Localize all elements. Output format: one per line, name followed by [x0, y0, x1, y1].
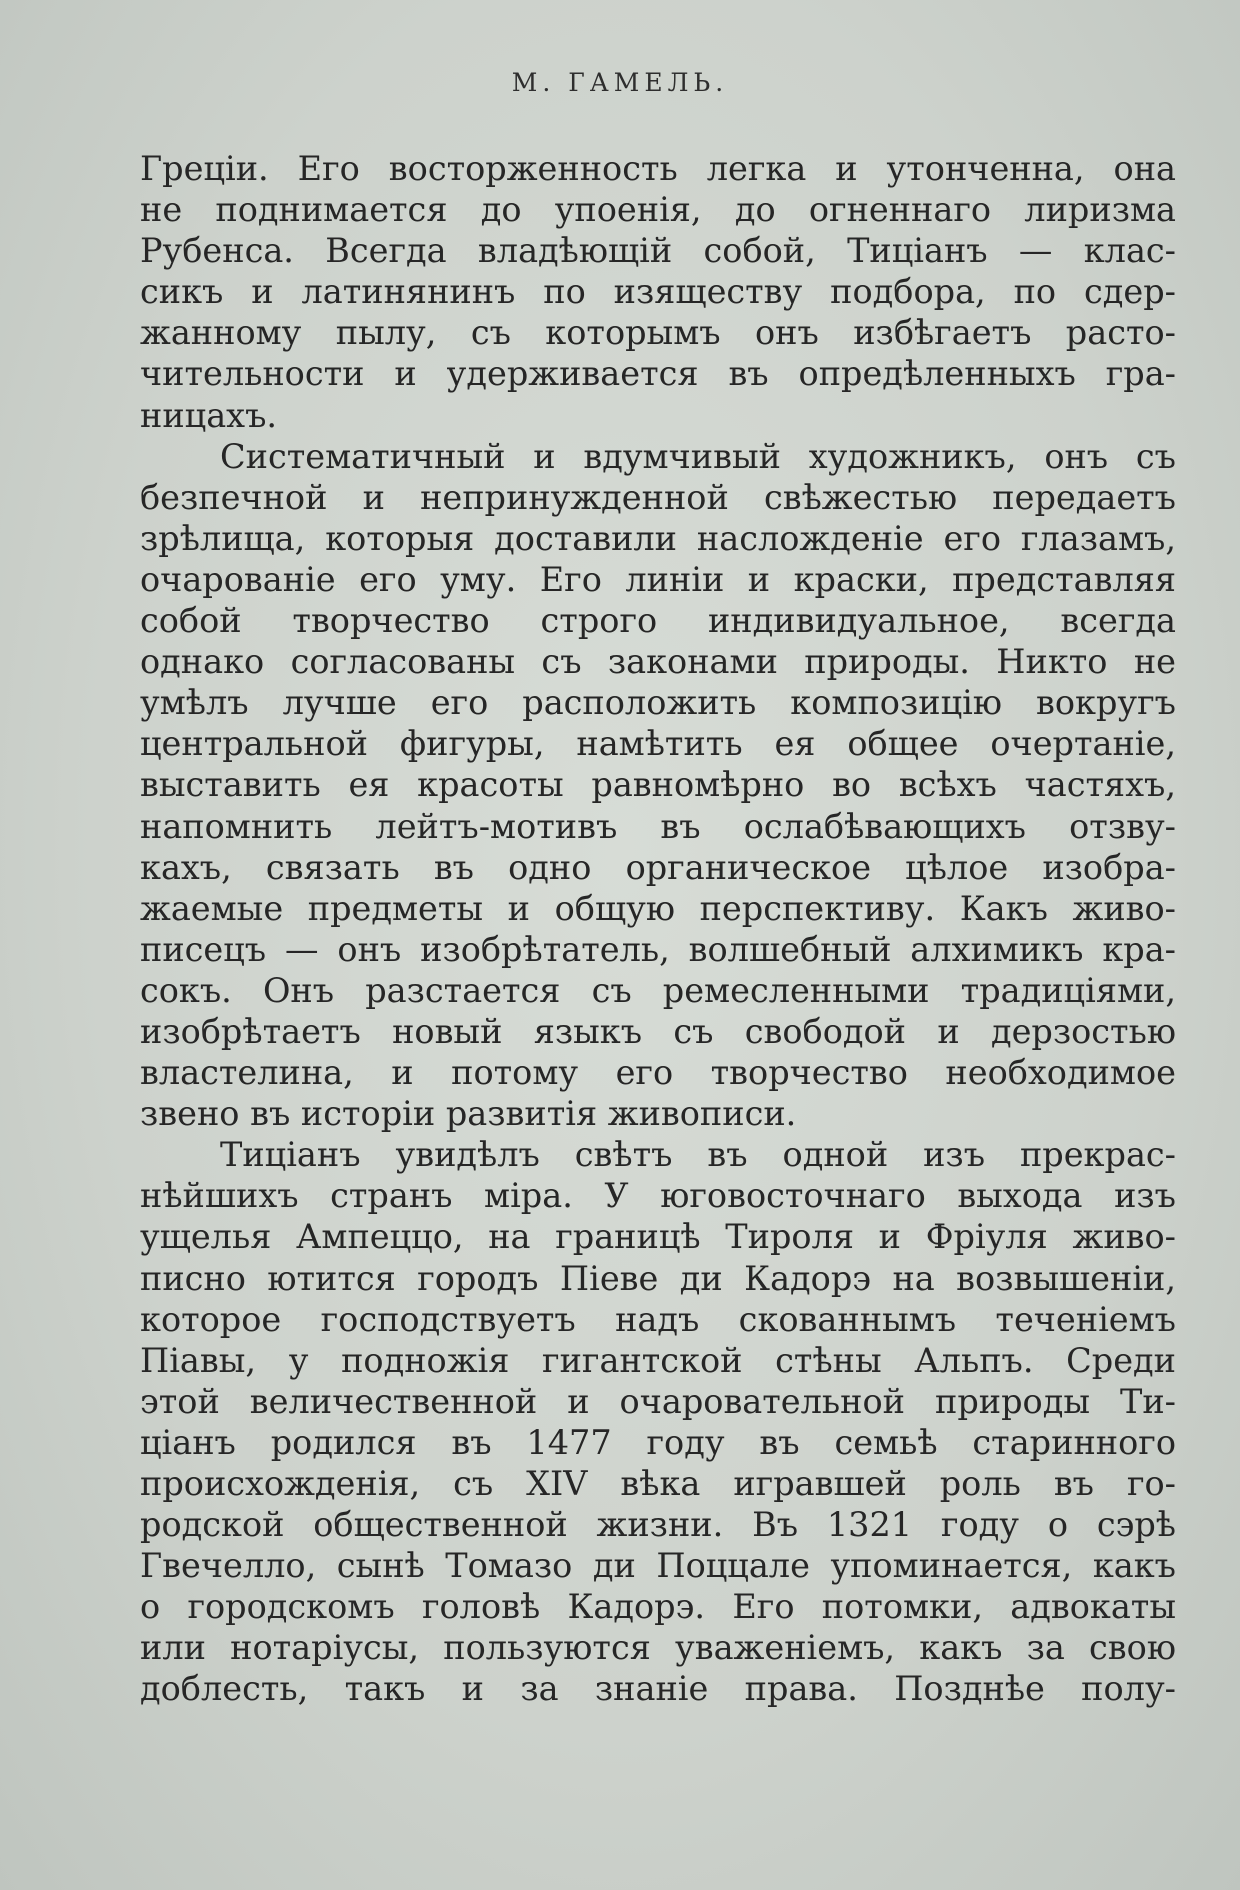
paragraph-3: [140, 1134, 1176, 1709]
paragraph-2: [140, 436, 1176, 1135]
text-line: доблесть, такъ и за знаніе права. Позднѣе полу-: [140, 1669, 1176, 1709]
text-line: Тиціанъ увидѣлъ свѣтъ въ одной изъ прекрас-: [220, 1135, 1176, 1175]
text-line: писно ютится городъ Піеве ди Кадорэ на возвышеніи,: [140, 1258, 1176, 1298]
text-line: центральной фигуры, намѣтить ея общее очертаніе,: [140, 724, 1176, 764]
text-line: о городскомъ головѣ Кадорэ. Его потомки, адвокаты: [140, 1587, 1176, 1627]
text-line: жанному пылу, съ которымъ онъ избѣгаетъ расто-: [140, 313, 1176, 353]
text-line: Піавы, у подножія гигантской стѣны Альпъ. Среди: [140, 1340, 1176, 1380]
text-line: очарованіе его уму. Его линіи и краски, представляя: [140, 559, 1176, 599]
text-line: умѣлъ лучше его расположить композицію вокругъ: [140, 683, 1176, 723]
text-line: Систематичный и вдумчивый художникъ, онъ съ: [220, 436, 1176, 476]
running-head: М. ГАМЕЛЬ.: [511, 68, 729, 97]
text-line: не поднимается до упоенія, до огненнаго лиризма: [140, 190, 1176, 230]
text-line: властелина, и потому его творчество необходимое: [140, 1053, 1176, 1093]
text-line: Рубенса. Всегда владѣющій собой, Тиціанъ — клас-: [140, 231, 1176, 271]
text-line: жаемые предметы и общую перспективу. Какъ живо-: [140, 888, 1176, 928]
text-line: Гвечелло, сынѣ Томазо ди Поццале упоминается, какъ: [140, 1546, 1176, 1586]
text-line: безпечной и непринужденной свѣжестью передаетъ: [140, 477, 1176, 517]
text-line: напомнить лейтъ-мотивъ въ ослабѣвающихъ отзву-: [140, 806, 1176, 846]
text-line: однако согласованы съ законами природы. Никто не: [140, 642, 1176, 682]
text-line: ницахъ.: [140, 395, 278, 435]
text-line: звено въ исторіи развитія живописи.: [140, 1094, 797, 1134]
text-line: нѣйшихъ странъ міра. У юговосточнаго выхода изъ: [140, 1176, 1176, 1216]
body-text: [140, 148, 1176, 1710]
text-line: родской общественной жизни. Въ 1321 году о сэрѣ: [140, 1505, 1176, 1545]
text-line: происхожденія, съ XIV вѣка игравшей роль въ го-: [140, 1464, 1176, 1503]
text-line: которое господствуетъ надъ скованнымъ теченіемъ: [140, 1299, 1176, 1339]
text-line: Греціи. Его восторженность легка и утонченна, она: [140, 149, 1176, 188]
paragraph-1: [140, 148, 1176, 436]
text-line: собой творчество строго индивидуальное, всегда: [140, 601, 1176, 641]
text-line: зрѣлища, которыя доставили насложденіе его глазамъ,: [140, 518, 1176, 558]
text-line: изобрѣтаетъ новый языкъ съ свободой и дерзостью: [140, 1011, 1176, 1051]
text-line: выставить ея красоты равномѣрно во всѣхъ частяхъ,: [140, 765, 1176, 805]
text-line: ущелья Ампеццо, на границѣ Тироля и Фріуля живо-: [140, 1217, 1176, 1257]
text-line: писецъ — онъ изобрѣтатель, волшебный алхимикъ кра-: [140, 929, 1176, 969]
text-line: чительности и удерживается въ опредѣленныхъ гра-: [140, 354, 1176, 394]
text-line: кахъ, связать въ одно органическое цѣлое изобра-: [140, 847, 1176, 887]
text-line: сикъ и латинянинъ по изяществу подбора, по сдер-: [140, 272, 1176, 312]
text-line: ціанъ родился въ 1477 году въ семьѣ старинного: [140, 1422, 1176, 1462]
text-line: или нотаріусы, пользуются уваженіемъ, какъ за свою: [140, 1628, 1176, 1668]
text-line: сокъ. Онъ разстается съ ремесленными традиціями,: [140, 970, 1176, 1010]
text-line: этой величественной и очаровательной природы Ти-: [140, 1381, 1176, 1421]
